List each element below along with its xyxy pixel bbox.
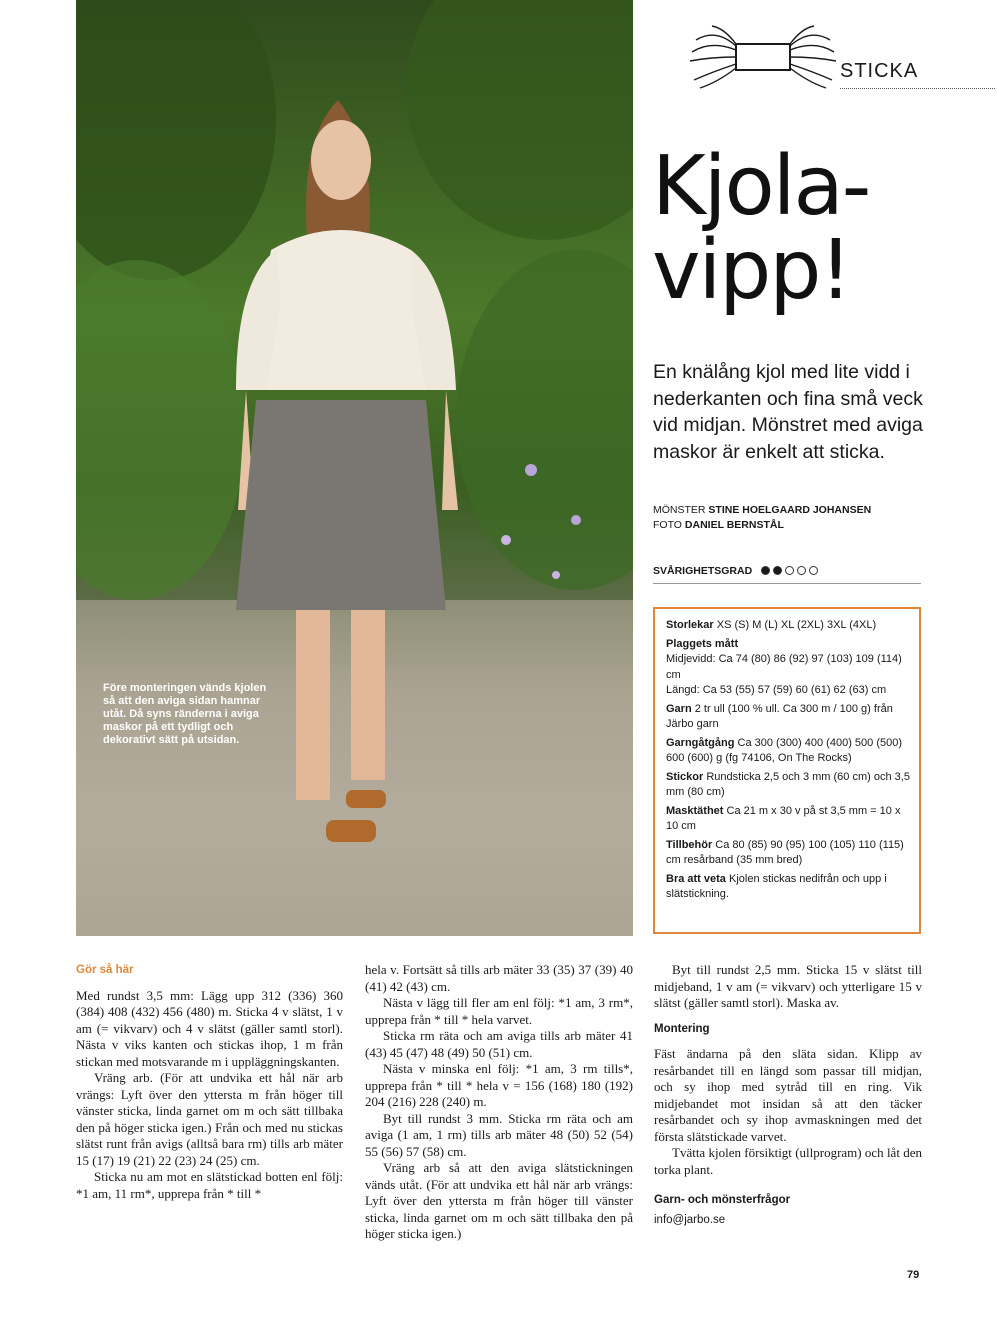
credits — [653, 503, 871, 533]
difficulty-dot — [797, 566, 806, 575]
spec-label: Plaggets mått — [666, 637, 739, 650]
col3-body — [654, 962, 922, 1012]
instructions-column-2 — [365, 962, 633, 1243]
credit-photo: FOTO DANIEL BERNSTÅL — [653, 519, 784, 531]
photo-illustration — [76, 0, 633, 936]
spec-label: Tillbehör — [666, 838, 713, 851]
paragraph: Sticka nu am mot en slätstickad botten enl följ: *1 am, 11 rm*, upprepa från * till * — [76, 1169, 343, 1201]
spec-item: Garn 2 tr ull (100 % ull. Ca 300 m / 100 g) från Järbo garn — [666, 702, 893, 730]
difficulty-dot — [761, 566, 770, 575]
paragraph: Tvätta kjolen försiktigt (ullprogram) och låt den torka plant. — [654, 1145, 922, 1177]
difficulty-dot — [809, 566, 818, 575]
contact-email[interactable]: info@jarbo.se — [654, 1213, 726, 1226]
instructions-heading: Gör så här — [76, 964, 134, 976]
paragraph: Sticka rm räta och am aviga tills arb mäter 41 (43) 45 (47) 48 (49) 50 (51) cm. — [365, 1028, 633, 1060]
yarn-skein-icon — [688, 24, 838, 90]
main-photo — [76, 0, 633, 936]
specs-box — [653, 607, 921, 934]
assembly-body — [654, 1046, 922, 1178]
paragraph: Nästa v minska enl följ: *1 am, 3 rm tills*, upprepa från * till * hela v = 156 (168) 180 (192) 204 (216) 228 (240) m. — [365, 1061, 633, 1109]
spec-label: Garn — [666, 702, 692, 715]
col2-body — [365, 962, 633, 1243]
photo-caption: Före monteringen vänds kjolen så att den aviga sidan hamnar utåt. Då syns ränderna i aviga maskor på ett tydligt och dekorativt sätt på utsidan. — [103, 682, 267, 746]
difficulty-rating — [653, 563, 921, 584]
section-tag-rule — [840, 88, 995, 89]
title-line-2: vipp! — [652, 223, 851, 318]
difficulty-label: SVÅRIGHETSGRAD — [653, 565, 753, 577]
page-number: 79 — [907, 1269, 920, 1281]
spec-label: Bra att veta — [666, 872, 726, 885]
assembly-heading: Montering — [654, 1022, 710, 1035]
spec-item: Plaggets mått Midjevidd: Ca 74 (80) 86 (92) 97 (103) 109 (114) cm Längd: Ca 53 (55) 57 (59) 60 (61) 62 (63) cm — [666, 637, 902, 696]
spec-item: Tillbehör Ca 80 (85) 90 (95) 100 (105) 110 (115) cm resårband (35 mm bred) — [666, 838, 904, 866]
difficulty-dot — [785, 566, 794, 575]
paragraph: Fäst ändarna på den släta sidan. Klipp av resårbandet till en längd som passar till midjan, och sy ihop med sytråd till en ring. Vik midjebandet mot insidan så att den täcker resårbandet och sy ihop avmaskningen med det första slätstickade varvet. — [654, 1046, 922, 1144]
title-line-1: Kjola- — [652, 139, 870, 234]
page-title — [652, 139, 870, 318]
spec-item: Masktäthet Ca 21 m x 30 v på st 3,5 mm = 10 x 10 cm — [666, 804, 901, 832]
paragraph: Nästa v lägg till fler am enl följ: *1 am, 3 rm*, upprepa från * till * hela varvet. — [365, 995, 633, 1027]
instructions-column-1 — [76, 962, 343, 1202]
spec-label: Storlekar — [666, 619, 714, 631]
spec-item: Bra att veta Kjolen stickas nedifrån och upp i slätstickning. — [666, 872, 887, 900]
paragraph: Med rundst 3,5 mm: Lägg upp 312 (336) 360 (384) 408 (432) 456 (480) m. Sticka 4 v slätst, 1 v am (= vikvarv) och 4 v slätst (gäller samtl storl). Nästa v viks kanten och stickas ihop, 1 m från stickan med motsvarande m i uppläggningskanten. — [76, 987, 343, 1069]
difficulty-dot — [773, 566, 782, 575]
spec-item: Stickor Rundsticka 2,5 och 3 mm (60 cm) och 3,5 mm (80 cm) — [666, 770, 910, 798]
paragraph: Byt till rundst 3 mm. Sticka rm räta och am aviga (1 am, 1 rm) tills arb mäter 48 (50) 52 (54) 55 (56) 57 (58) cm. — [365, 1110, 633, 1159]
section-tag: STICKA — [840, 60, 919, 82]
difficulty-dots — [761, 566, 818, 575]
spec-label: Masktäthet — [666, 804, 724, 817]
paragraph: Vräng arb så att den aviga slätstickningen vänds utåt. (För att undvika ett hål när arb vrängs: Lyft över den yttersta m från höger till vänster sticka, linda garnet om m och sätt tillbaka den på höger sticka igen.) — [365, 1160, 633, 1241]
lead-paragraph: En knälång kjol med lite vidd i nederkanten och fina små veck vid midjan. Mönstret med aviga maskor är enkelt att sticka. — [653, 361, 923, 463]
credit-pattern: MÖNSTER STINE HOELGAARD JOHANSEN — [653, 504, 872, 516]
paragraph: hela v. Fortsätt så tills arb mäter 33 (35) 37 (39) 40 (41) 42 (43) cm. — [365, 962, 633, 994]
contact-heading: Garn- och mönsterfrågor — [654, 1194, 791, 1206]
col1-body — [76, 988, 343, 1203]
paragraph: Vräng arb. (För att undvika ett hål när arb vrängs: Lyft över den yttersta m från höger till vänster sticka, linda garnet om m och sätt tillbaka den på höger sticka igen.) Från och med nu stickas slätst runt från avigs (alltså bara rm) tills arb mäter 15 (17) 19 (21) 22 (23) 24 (25) cm. — [76, 1070, 343, 1168]
spec-label: Stickor — [666, 770, 704, 783]
spec-item: Garngåtgång Ca 300 (300) 400 (400) 500 (500) 600 (600) g (fg 74106, On The Rocks) — [666, 736, 903, 764]
paragraph: Byt till rundst 2,5 mm. Sticka 15 v slätst till midjeband, 1 v am (= vikvarv) och ytterligare 15 v slätst (gäller samtl storl). Maska av. — [654, 962, 922, 1010]
spec-item: Storlekar XS (S) M (L) XL (2XL) 3XL (4XL) — [666, 619, 877, 631]
spec-label: Garngåtgång — [666, 736, 735, 749]
instructions-column-3 — [654, 962, 922, 1228]
